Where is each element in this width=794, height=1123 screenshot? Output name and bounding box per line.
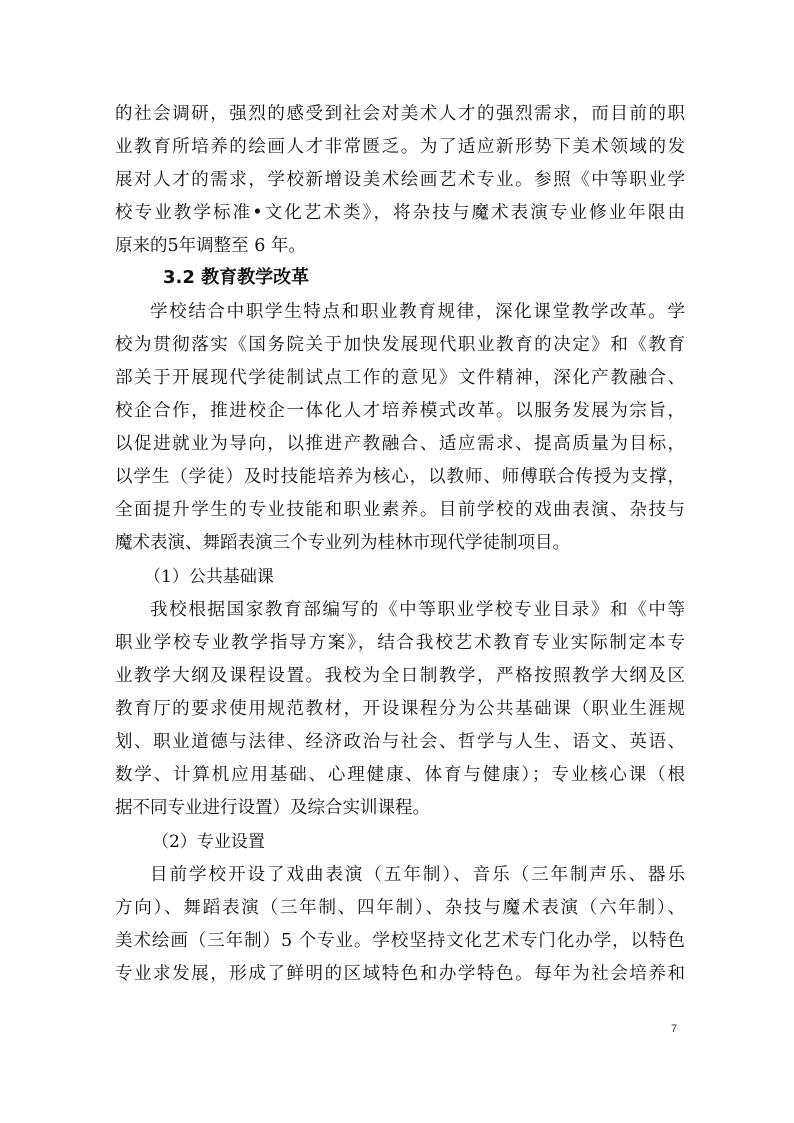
paragraph-line: 业教学大纲及课程设置。我校为全日制教学，严格按照教学大纲及区: [115, 666, 685, 686]
paragraph-line: 我校根据国家教育部编写的《中等职业学校专业目录》和《中等: [150, 600, 685, 620]
paragraph-line: 校专业教学标准•文化艺术类》，将杂技与魔术表演专业修业年限由: [115, 203, 685, 223]
paragraph-line: 展对人才的需求，学校新增设美术绘画艺术专业。参照《中等职业学: [115, 170, 685, 190]
paragraph-line: 据不同专业进行设置）及综合实训课程。: [115, 798, 430, 818]
section-heading: 3.2 教育教学改革: [163, 267, 310, 288]
paragraph-line: 美术绘画（三年制）5 个专业。学校坚持文化艺术专门化办学，以特色: [115, 931, 685, 951]
paragraph-line: 的社会调研，强烈的感受到社会对美术人才的强烈需求，而目前的职: [115, 104, 685, 124]
paragraph-line: 校企合作，推进校企一体化人才培养模式改革。以服务发展为宗旨，: [115, 401, 685, 421]
paragraph-line: 原来的5年调整至 6 年。: [115, 236, 306, 256]
paragraph-line: 校为贯彻落实《国务院关于加快发展现代职业教育的决定》和《教育: [115, 335, 685, 355]
paragraph-line: 方向）、舞蹈表演（三年制、四年制）、杂技与魔术表演（六年制）、: [115, 898, 685, 918]
paragraph-line: 魔术表演、舞蹈表演三个专业列为桂林市现代学徒制项目。: [115, 533, 570, 553]
paragraph-line: 专业求发展，形成了鲜明的区域特色和办学特色。每年为社会培养和: [115, 964, 685, 984]
paragraph-line: 以学生（学徒）及时技能培养为核心，以教师、师傅联合传授为支撑，: [115, 467, 685, 487]
paragraph-line: 业教育所培养的绘画人才非常匮乏。为了适应新形势下美术领域的发: [115, 137, 685, 157]
page-number: 7: [671, 1023, 678, 1035]
paragraph-line: 划、职业道德与法律、经济政治与社会、哲学与人生、语文、英语、: [115, 732, 685, 752]
subheading-major-setup: （2）专业设置: [152, 832, 265, 852]
paragraph-line: 学校结合中职学生特点和职业教育规律，深化课堂教学改革。学: [150, 302, 685, 322]
subheading-public-courses: （1）公共基础课: [144, 567, 274, 587]
paragraph-line: 以促进就业为导向，以推进产教融合、适应需求、提高质量为目标，: [115, 434, 685, 454]
paragraph-line: 部关于开展现代学徒制试点工作的意见》文件精神，深化产教融合、: [115, 368, 685, 388]
paragraph-line: 教育厅的要求使用规范教材，开设课程分为公共基础课（职业生涯规: [115, 699, 685, 719]
paragraph-line: 目前学校开设了戏曲表演（五年制）、音乐（三年制声乐、器乐: [150, 865, 685, 885]
paragraph-line: 职业学校专业教学指导方案》，结合我校艺术教育专业实际制定本专: [115, 633, 685, 653]
paragraph-line: 数学、计算机应用基础、心理健康、体育与健康）；专业核心课（根: [115, 765, 685, 785]
paragraph-line: 全面提升学生的专业技能和职业素养。目前学校的戏曲表演、杂技与: [115, 500, 685, 520]
